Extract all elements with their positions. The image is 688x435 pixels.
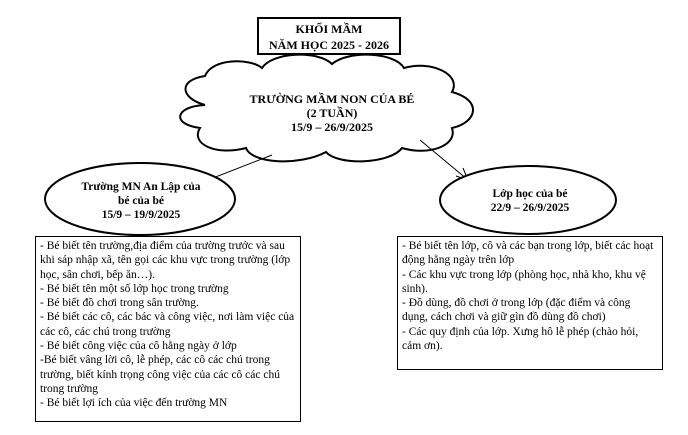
left-list-item: - Bé biết tên một số lớp học trong trường bbox=[40, 282, 229, 295]
title-line-1: KHỐI MẦM bbox=[295, 22, 363, 36]
left-subtopic-line-1: Trường MN An Lập của bbox=[81, 181, 201, 193]
left-list-item: - Bé biết các cô, các bác và công việc, nơi làm việc của các cô, các chú trong trường bbox=[40, 311, 295, 338]
right-subtopic-line-1: Lớp học của bé bbox=[492, 188, 568, 200]
right-content-box bbox=[397, 236, 663, 370]
topic-line-2: (2 TUẦN) bbox=[306, 106, 358, 120]
topic-text bbox=[212, 92, 452, 134]
left-list-item: - Bé biết đồ chơi trong sân trường. bbox=[40, 297, 199, 310]
right-subtopic-line-2: 22/9 – 26/9/2025 bbox=[490, 202, 570, 214]
left-subtopic-text bbox=[66, 180, 216, 222]
left-list-item: - Bé biết công việc của cô hằng ngày ở lớp bbox=[40, 340, 237, 353]
topic-line-1: TRƯỜNG MẦM NON CỦA BÉ bbox=[249, 92, 415, 106]
right-list-item: - Bé biết tên lớp, cô và các bạn trong lớp, biết các hoạt động hằng ngày trên lớp bbox=[402, 240, 654, 267]
left-list-item: - Bé biết lợi ích của việc đến trường MN bbox=[40, 397, 228, 410]
left-subtopic-line-2: bé của bé bbox=[118, 195, 164, 207]
left-list-item: -Bé biết vâng lời cô, lễ phép, các cô các chú trong trường, biết kính trọng công việc của các cô các chú trong trường bbox=[40, 354, 280, 395]
title-box bbox=[257, 17, 401, 55]
right-subtopic-text bbox=[460, 187, 600, 215]
left-list-item: - Bé biết tên trường,địa điểm của trường trước và sau khi sáp nhập xã, tên gọi các khu vực trong trường (lớp học, sân chơi, bếp ăn…). bbox=[40, 240, 291, 281]
right-list-item: - Đồ dùng, đồ chơi ở trong lớp (đặc điểm và công dụng, cách chơi và giữ gìn đồ dùng đồ chơi) bbox=[402, 297, 631, 324]
left-content-box bbox=[35, 236, 301, 422]
right-list-item: - Các quy định của lớp. Xưng hô lễ phép (chào hỏi, cảm ơn). bbox=[402, 325, 639, 353]
topic-line-3: 15/9 – 26/9/2025 bbox=[290, 120, 373, 134]
title-line-2: NĂM HỌC 2025 - 2026 bbox=[269, 38, 389, 52]
left-subtopic-line-3: 15/9 – 19/9/2025 bbox=[101, 209, 181, 221]
right-list-item: - Các khu vực trong lớp (phòng học, nhà kho, khu vệ sinh). bbox=[402, 268, 646, 295]
